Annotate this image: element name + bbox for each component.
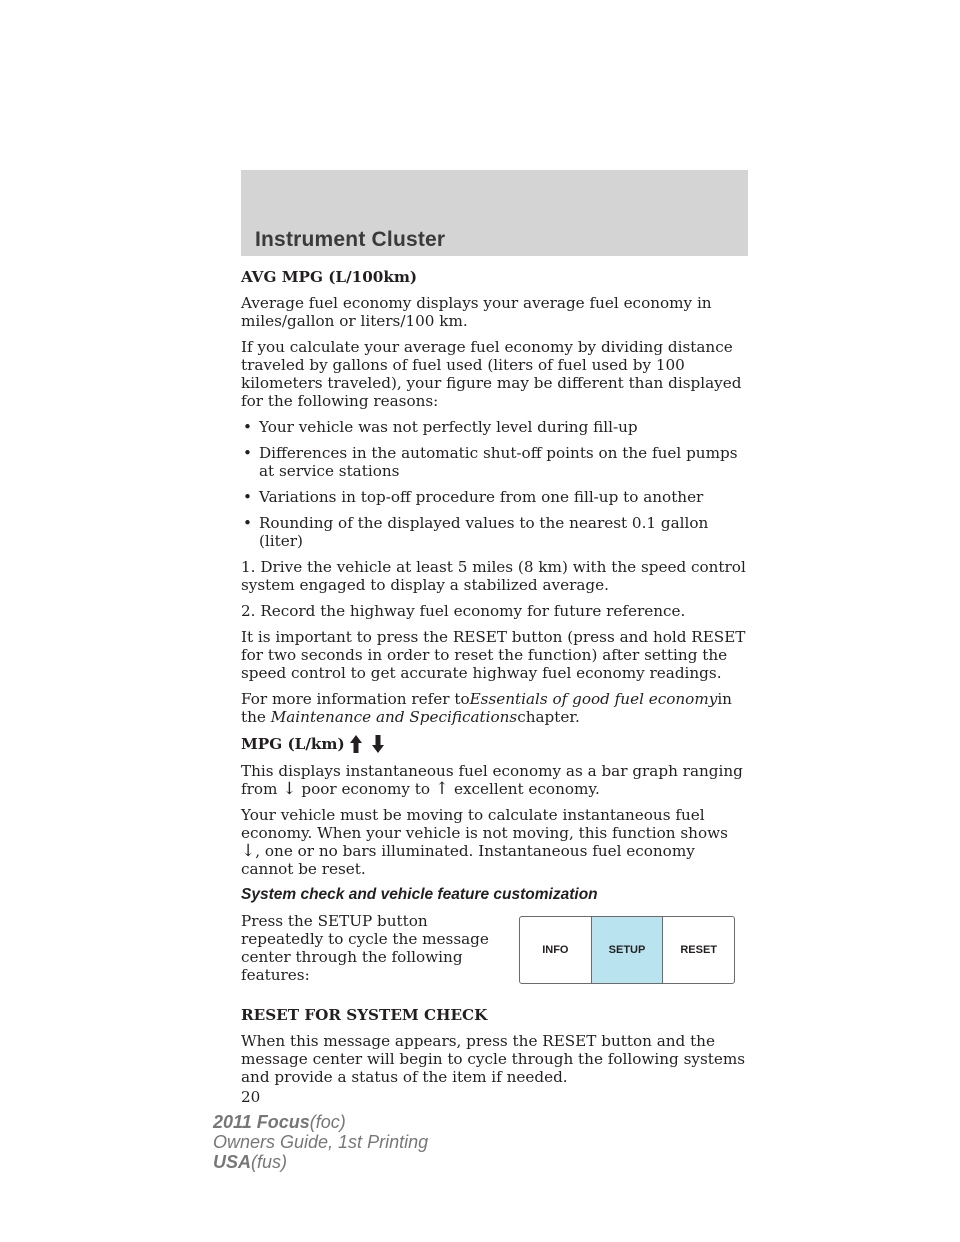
more-info-mid: in the [241, 690, 732, 726]
setup-paragraph: Press the SETUP button repeatedly to cycle the message center through the following features: [241, 912, 489, 984]
mpg-text: This displays instantaneous fuel economy as a bar graph ranging from [241, 762, 743, 798]
mpg-heading [241, 734, 751, 754]
chapter-reference: Maintenance and Specifications [270, 708, 518, 726]
list-item: • Differences in the automatic shut-off points on the fuel pumps at service stations [241, 444, 751, 480]
footer-model: 2011 Focus [213, 1112, 310, 1132]
reset-system-check-heading: RESET FOR SYSTEM CHECK [241, 1006, 488, 1024]
page-content [241, 268, 751, 1114]
down-arrow-glyph: ↓ [282, 779, 297, 799]
setup-row [241, 912, 751, 992]
mpg-text: poor economy to [301, 780, 431, 798]
down-arrow-glyph: ↓ [241, 841, 256, 861]
print-footer [213, 1112, 428, 1172]
more-info-paragraph [241, 690, 751, 726]
footer-model-code: (foc) [309, 1112, 346, 1132]
step-1: 1. Drive the vehicle at least 5 miles (8 km) with the speed control system engaged to display a stabilized average. [241, 558, 746, 594]
reset-note: It is important to press the RESET button (press and hold RESET for two seconds in order to reset the function) after setting the speed control to get accurate highway fuel economy readings. [241, 628, 746, 682]
list-item: • Variations in top-off procedure from one fill-up to another [241, 488, 751, 506]
avg-mpg-paragraph-2: If you calculate your average fuel economy by dividing distance traveled by gallons of fuel used (liters of fuel used by 100 kilometers traveled), your figure may be different than displayed for the following reasons: [241, 338, 742, 410]
more-info-suffix: chapter. [517, 708, 580, 726]
mpg-paragraph-1 [241, 762, 751, 798]
section-header-band [241, 170, 748, 256]
down-arrow-icon [371, 734, 385, 754]
mpg-text: Your vehicle must be moving to calculate instantaneous fuel economy. When your vehicle is not moving, this function shows [241, 806, 728, 842]
reset-system-check-paragraph: When this message appears, press the RESET button and the message center will begin to cycle through the following systems and provide a status of the item if needed. [241, 1032, 746, 1086]
page-number: 20 [241, 1088, 261, 1106]
footer-line-3 [213, 1152, 428, 1172]
mpg-text: , one or no bars illuminated. Instantaneous fuel economy cannot be reset. [241, 842, 695, 878]
message-center-buttons-illustration [519, 916, 735, 984]
avg-mpg-heading: AVG MPG (L/100km) [241, 268, 418, 286]
info-button: INFO [542, 944, 569, 956]
reset-button: RESET [680, 944, 718, 956]
step-2: 2. Record the highway fuel economy for future reference. [241, 602, 686, 620]
reasons-list [241, 418, 751, 550]
setup-button: SETUP [591, 917, 664, 983]
up-arrow-icon [349, 734, 363, 754]
system-check-heading: System check and vehicle feature customization [241, 886, 598, 903]
list-item: • Rounding of the displayed values to the nearest 0.1 gallon (liter) [241, 514, 751, 550]
up-arrow-glyph: ↑ [434, 779, 450, 799]
mpg-text: excellent economy. [453, 780, 600, 798]
mpg-paragraph-2 [241, 806, 751, 878]
footer-line-1 [213, 1112, 428, 1132]
list-item: • Your vehicle was not perfectly level during fill-up [241, 418, 751, 436]
mpg-heading-text: MPG (L/km) [241, 735, 345, 753]
avg-mpg-paragraph-1: Average fuel economy displays your average fuel economy in miles/gallon or liters/100 km. [241, 294, 712, 330]
footer-line-2: Owners Guide, 1st Printing [213, 1132, 429, 1152]
footer-market-code: (fus) [251, 1152, 288, 1172]
section-title: Instrument Cluster [255, 228, 446, 251]
fuel-economy-reference: Essentials of good fuel economy [469, 690, 718, 708]
more-info-prefix: For more information refer to [241, 690, 470, 708]
footer-market: USA [213, 1152, 252, 1172]
